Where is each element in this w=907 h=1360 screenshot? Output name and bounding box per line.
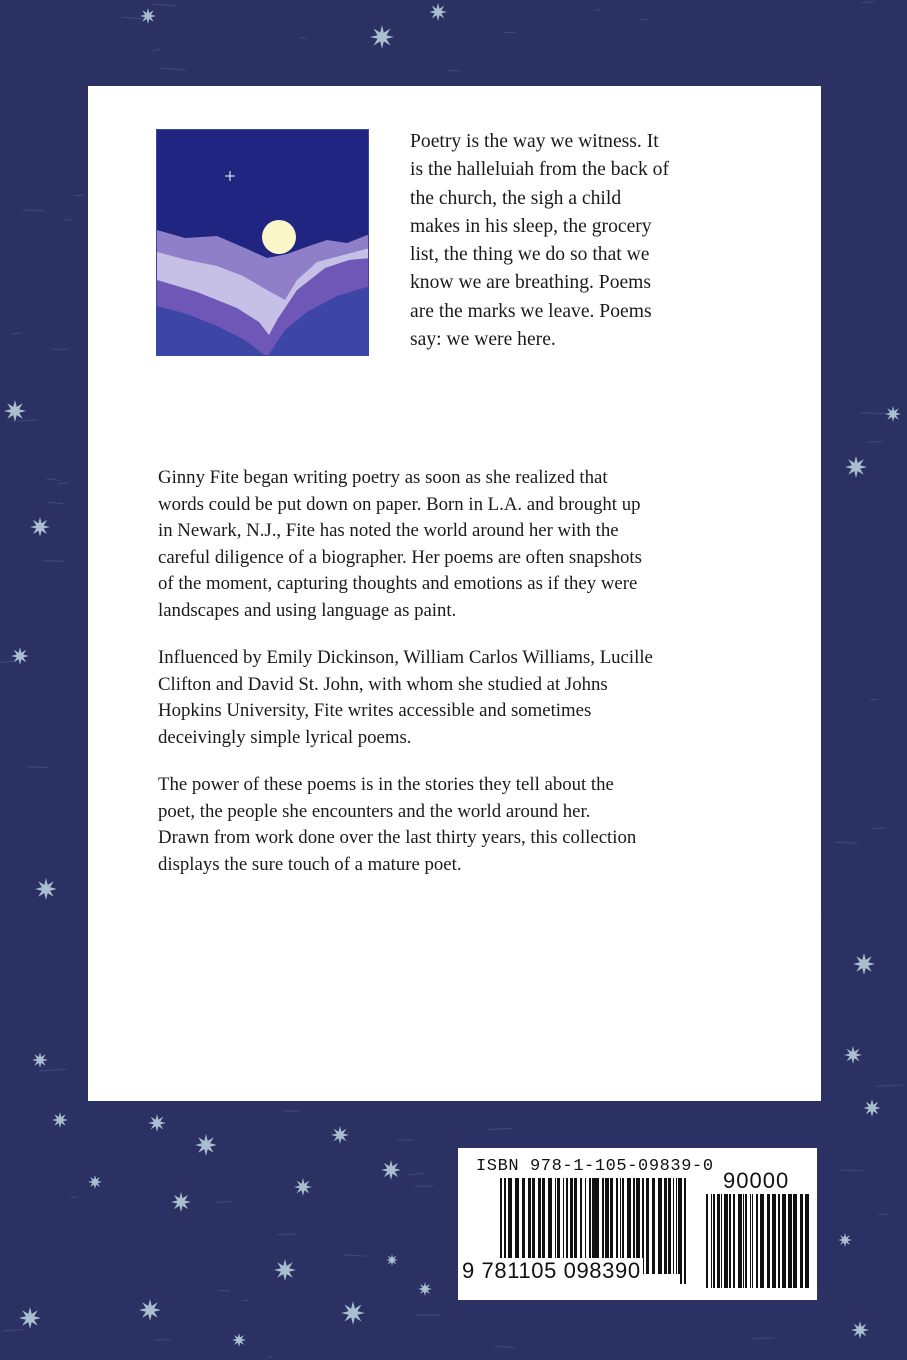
quote-line: Poetry is the way we witness. It	[410, 131, 659, 152]
star-icon	[4, 400, 26, 422]
barcode-bar	[652, 1178, 655, 1274]
bio-line: poet, the people she encounters and the world around her.	[158, 800, 591, 822]
barcode-bar	[772, 1194, 776, 1288]
barcode-bar	[664, 1178, 667, 1274]
star-icon	[19, 1307, 41, 1329]
texture-scratch	[70, 1197, 78, 1199]
texture-scratch	[594, 9, 600, 10]
texture-scratch	[18, 420, 38, 422]
barcode-bar	[750, 1194, 751, 1288]
barcode-bar	[733, 1194, 735, 1288]
barcode-bar	[678, 1178, 680, 1274]
star-icon	[386, 1254, 398, 1266]
quote-line: know we are breathing. Poems	[410, 272, 652, 294]
barcode-bar	[711, 1194, 712, 1288]
barcode-bar	[788, 1194, 792, 1288]
texture-scratch	[22, 210, 44, 211]
barcode-bar	[805, 1194, 809, 1288]
barcode-bar	[713, 1194, 715, 1288]
texture-scratch	[639, 19, 648, 20]
barcode-bar	[800, 1194, 803, 1288]
texture-scratch	[27, 767, 49, 768]
ean-digits: 9 781105 098390	[462, 1258, 641, 1283]
star-icon	[148, 1114, 166, 1132]
barcode-bar	[676, 1178, 677, 1274]
barcode-bar	[738, 1194, 742, 1288]
star-icon	[195, 1134, 217, 1156]
star-icon	[370, 25, 394, 49]
bio-line: Clifton and David St. John, with whom she studied at Johns	[158, 673, 608, 695]
bio-line: deceivingly simple lyrical poems.	[158, 726, 412, 748]
barcode-bar	[684, 1178, 686, 1284]
star-icon	[88, 1175, 102, 1189]
bio-line: The power of these poems is in the stories they tell about the	[158, 774, 614, 795]
bio-line: Influenced by Emily Dickinson, William Carlos Williams, Lucille	[158, 647, 653, 668]
isbn-barcode	[458, 1148, 817, 1300]
texture-scratch	[277, 1234, 296, 1235]
star-icon	[844, 1046, 862, 1064]
star-icon	[885, 406, 901, 422]
quote-line: say: we were here.	[410, 329, 556, 351]
barcode-bar	[658, 1178, 662, 1274]
texture-scratch	[872, 828, 885, 829]
texture-scratch	[861, 413, 886, 414]
quote-line: are the marks we leave. Poems	[410, 300, 652, 322]
barcode-bar	[729, 1194, 731, 1288]
star-icon	[429, 3, 447, 21]
addon-digits: 90000	[723, 1168, 790, 1193]
star-icon	[171, 1192, 191, 1212]
star-icon	[331, 1126, 349, 1144]
texture-scratch	[841, 1170, 863, 1171]
bio-line: in Newark, N.J., Fite has noted the world around her with the	[158, 520, 619, 542]
texture-scratch	[242, 1300, 248, 1301]
star-icon	[232, 1333, 246, 1347]
star-icon	[30, 517, 50, 537]
barcode-bar	[724, 1194, 728, 1288]
bio-line: Hopkins University, Fite writes accessible and sometimes	[158, 700, 592, 722]
barcode-bar	[793, 1194, 797, 1288]
bio-line: landscapes and using language as paint.	[158, 599, 457, 621]
texture-scratch	[155, 1339, 171, 1340]
barcode-bar	[721, 1194, 722, 1288]
texture-scratch	[12, 333, 21, 334]
star-icon	[341, 1301, 365, 1325]
star-icon	[52, 1112, 68, 1128]
barcode-bar	[782, 1194, 786, 1288]
barcode-bar	[668, 1178, 671, 1274]
texture-scratch	[343, 1255, 366, 1257]
bio-line: displays the sure touch of a mature poet.	[158, 853, 462, 875]
quote-line: is the halleluiah from the back of	[410, 159, 669, 181]
bio-paragraph-1	[158, 465, 758, 625]
star-icon	[11, 647, 29, 665]
bio-line: careful diligence of a biographer. Her poems are often snapshots	[158, 546, 642, 568]
texture-scratch	[752, 1338, 775, 1339]
texture-scratch	[487, 1128, 512, 1129]
texture-scratch	[300, 37, 307, 38]
bio-paragraph-2	[158, 645, 758, 751]
texture-scratch	[43, 561, 64, 562]
texture-scratch	[878, 1214, 889, 1215]
texture-scratch	[0, 661, 16, 663]
texture-scratch	[153, 49, 161, 51]
star-icon	[863, 1099, 881, 1117]
bio-line: of the moment, capturing thoughts and emotions as if they were	[158, 573, 638, 595]
star-icon	[838, 1233, 852, 1247]
barcode-bar	[717, 1194, 720, 1288]
star-icon	[418, 1282, 432, 1296]
epigraph-quote	[410, 128, 755, 354]
barcode-bar	[673, 1178, 674, 1274]
texture-scratch	[46, 479, 60, 481]
texture-scratch	[121, 17, 143, 19]
texture-scratch	[862, 2, 875, 3]
texture-scratch	[876, 1085, 903, 1086]
texture-scratch	[503, 32, 516, 33]
star-icon	[845, 456, 867, 478]
bio-line: Drawn from work done over the last thirty years, this collection	[158, 827, 637, 849]
star-icon	[381, 1160, 401, 1180]
bio-paragraph-3	[158, 772, 758, 878]
quote-line: list, the thing we do so that we	[410, 244, 650, 266]
barcode-bar	[745, 1194, 747, 1288]
moon-icon	[262, 220, 296, 254]
barcode-bar	[706, 1194, 708, 1288]
star-icon	[851, 1321, 869, 1339]
barcode-bar	[680, 1178, 682, 1284]
texture-scratch	[58, 483, 69, 484]
barcode-bar	[752, 1194, 753, 1288]
quote-line: the church, the sigh a child	[410, 187, 622, 209]
star-icon	[139, 1299, 161, 1321]
texture-scratch	[152, 4, 177, 6]
barcode-bar	[760, 1194, 764, 1288]
texture-scratch	[408, 1173, 424, 1175]
texture-scratch	[3, 1330, 23, 1331]
texture-scratch	[217, 1201, 233, 1202]
quote-line: makes in his sleep, the grocery	[410, 215, 652, 237]
texture-scratch	[494, 1346, 514, 1347]
star-icon	[294, 1178, 312, 1196]
texture-scratch	[267, 1356, 273, 1358]
barcode-bar	[767, 1194, 770, 1288]
star-icon	[274, 1259, 296, 1281]
texture-scratch	[47, 502, 63, 504]
isbn-label: ISBN 978-1-105-09839-0	[476, 1157, 714, 1176]
star-icon	[140, 8, 156, 24]
barcode-bar	[778, 1194, 780, 1288]
barcode-bar	[646, 1178, 649, 1274]
moon-mountains-illustration	[156, 129, 369, 356]
star-icon	[35, 878, 57, 900]
texture-scratch	[74, 195, 83, 196]
texture-scratch	[160, 68, 187, 70]
texture-scratch	[39, 1069, 67, 1071]
texture-scratch	[835, 842, 858, 843]
barcode-bar	[756, 1194, 758, 1288]
bio-line: Ginny Fite began writing poetry as soon as she realized that	[158, 467, 608, 488]
star-icon	[32, 1052, 48, 1068]
texture-scratch	[218, 1290, 229, 1291]
bio-line: words could be put down on paper. Born in L.A. and brought up	[158, 493, 641, 515]
barcode-bar	[743, 1194, 744, 1288]
star-icon	[853, 953, 875, 975]
